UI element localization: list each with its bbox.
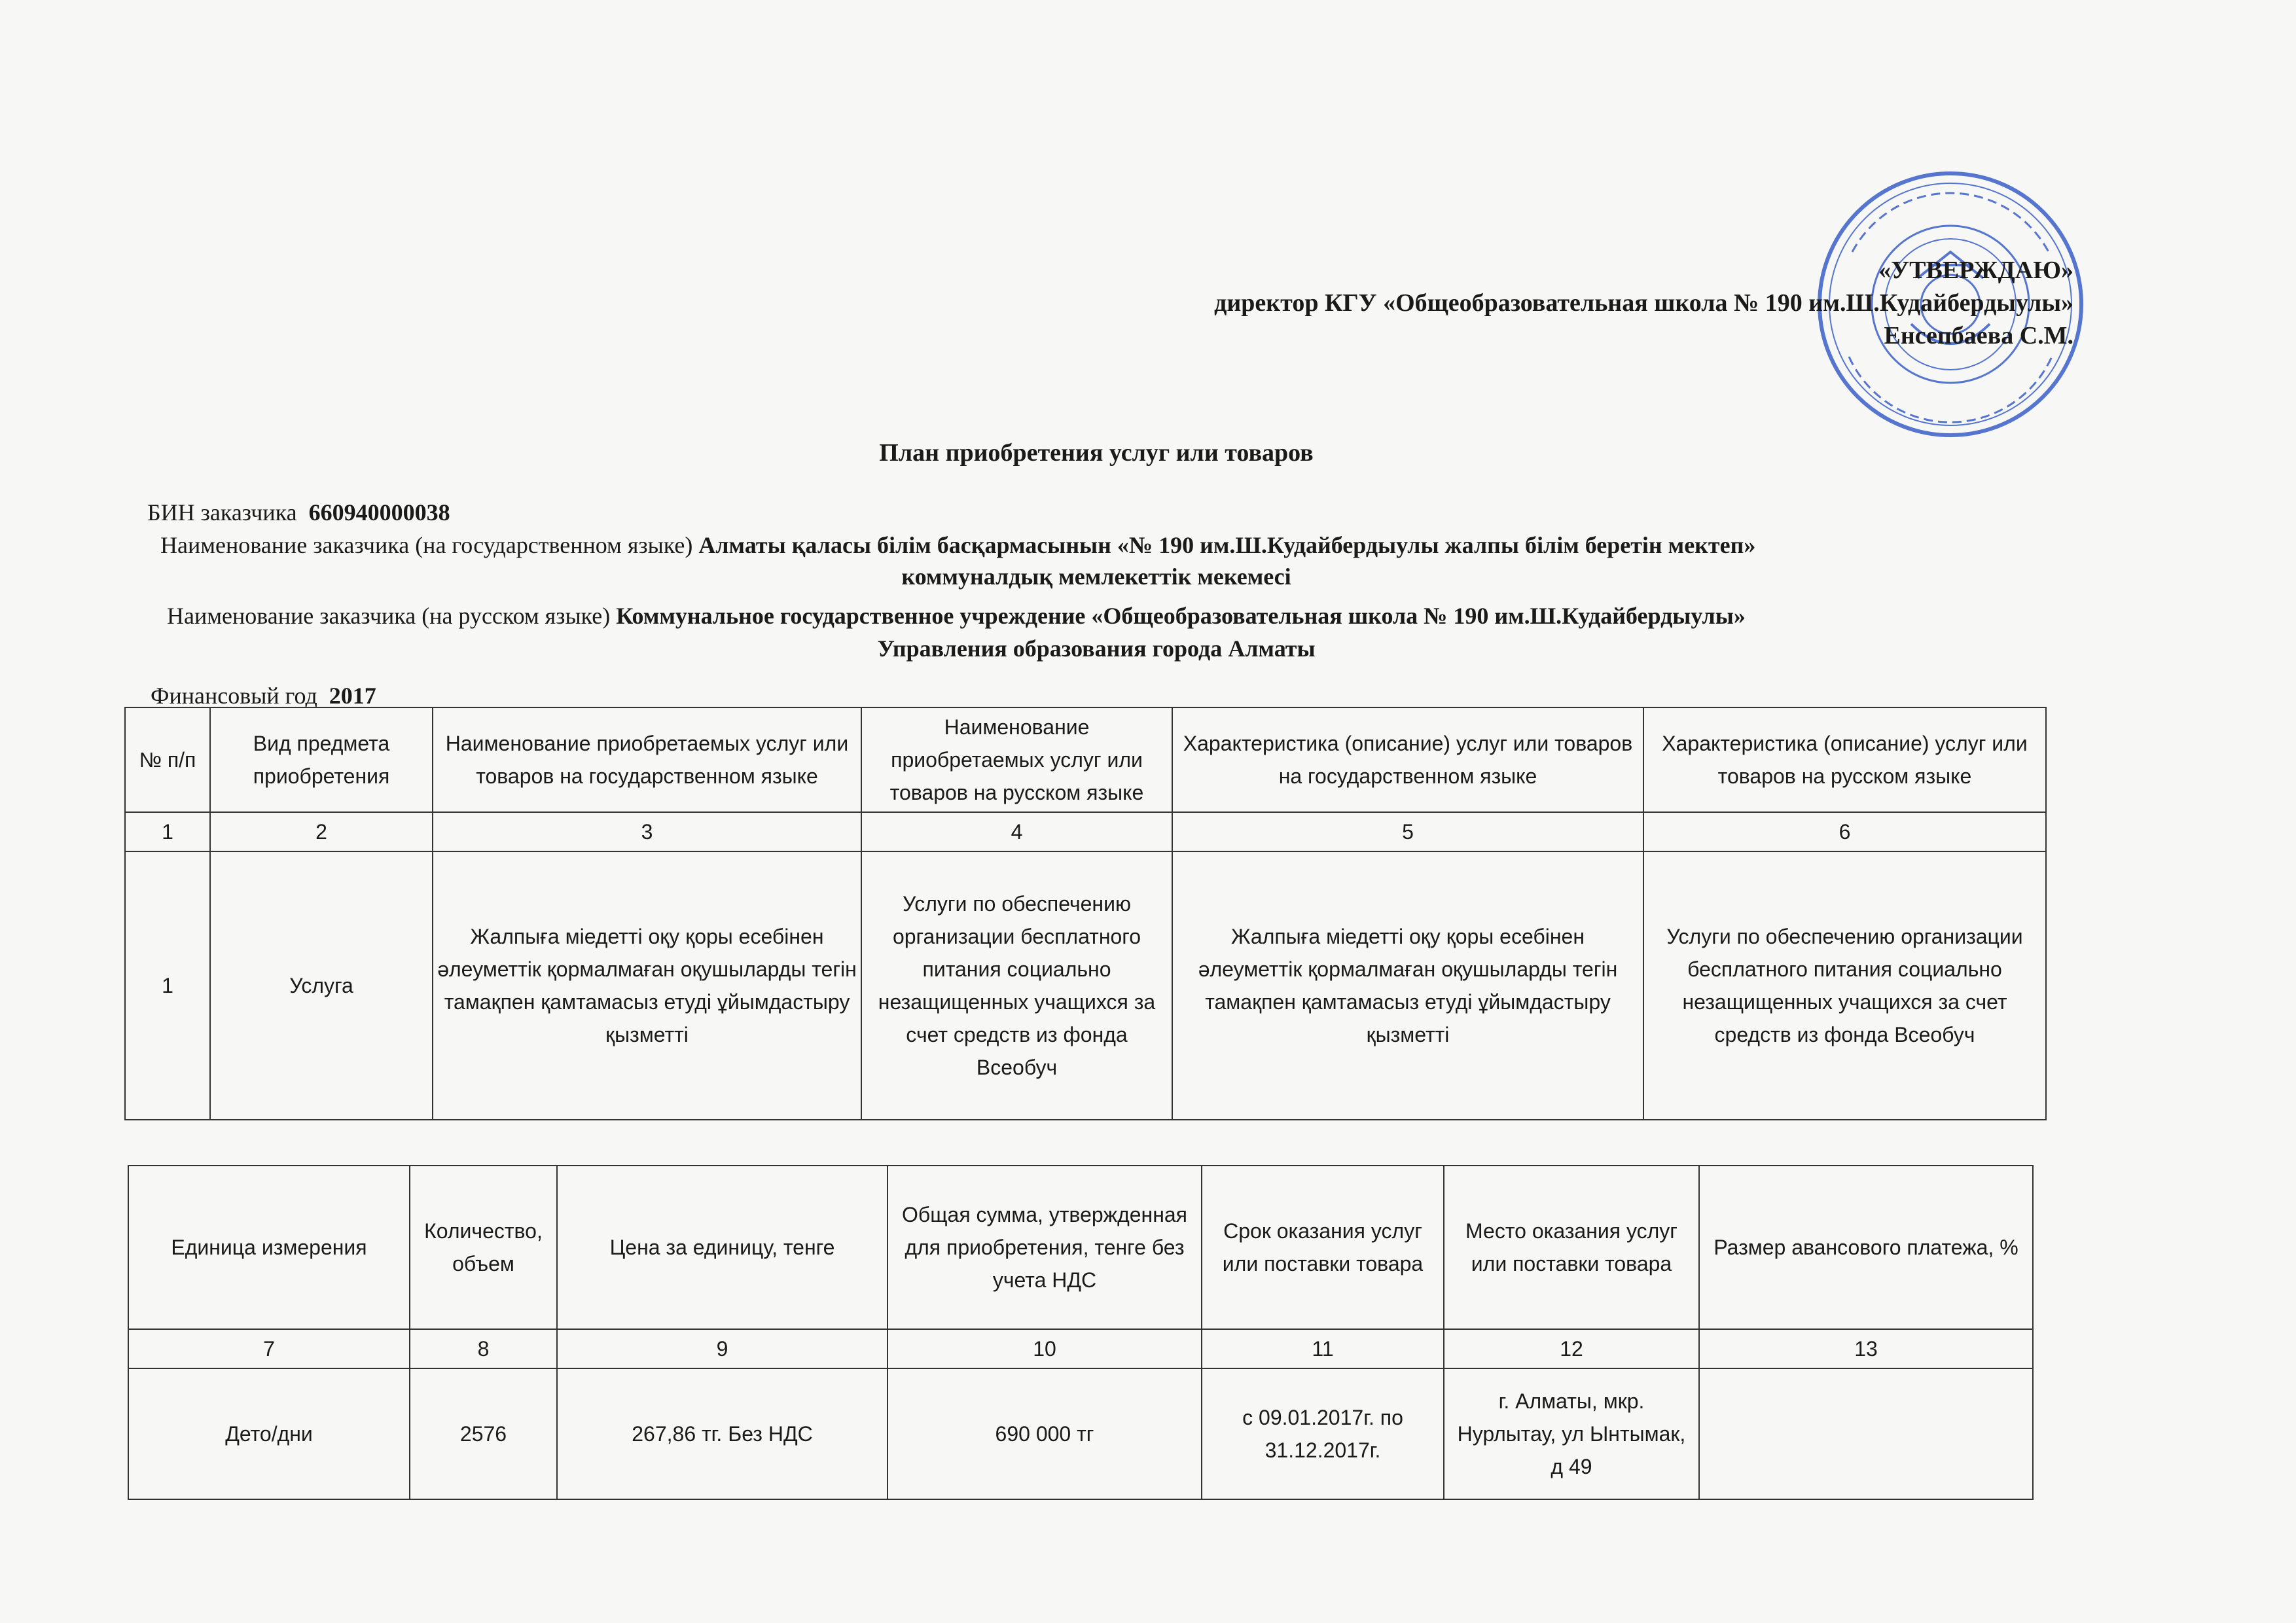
col-header: Общая сумма, утвержденная для приобретения, тенге без учета НДС — [888, 1166, 1202, 1329]
column-number: 3 — [433, 812, 861, 851]
purchase-table-details — [128, 1165, 2034, 1500]
column-number: 5 — [1172, 812, 1643, 851]
col-header: Место оказания услуг или поставки товара — [1444, 1166, 1699, 1329]
table-header-row — [128, 1166, 2033, 1329]
table-cell: 267,86 тг. Без НДС — [557, 1368, 888, 1499]
table-cell: Дето/дни — [128, 1368, 410, 1499]
customer-name-kz-label: Наименование заказчика (на государственном языке) — [160, 532, 693, 558]
table-cell: Услуги по обеспечению организации бесплатного питания социально незащищенных учащихся за счет средств из фонда Всеобуч — [1643, 851, 2046, 1120]
customer-name-kz-value: Алматы қаласы білім басқармасынын «№ 190 им.Ш.Кудайбердыулы жалпы білім беретін мектеп» — [698, 532, 1756, 558]
table-cell: Услуга — [210, 851, 433, 1120]
bin-value: 660940000038 — [308, 499, 450, 526]
column-number: 10 — [888, 1329, 1202, 1368]
table-row — [128, 1368, 2033, 1499]
table-cell: 1 — [125, 851, 210, 1120]
approval-block — [830, 254, 2073, 352]
column-number: 12 — [1444, 1329, 1699, 1368]
customer-name-ru-value: Коммунальное государственное учреждение «Общеобразовательная школа № 190 им.Ш.Кудайбердыулы» — [616, 603, 1746, 629]
bin-label: БИН заказчика — [147, 499, 297, 526]
table-cell — [1699, 1368, 2033, 1499]
col-header: Вид предмета приобретения — [210, 707, 433, 812]
table-cell: Жалпыға міедетті оқу қоры есебінен әлеуметтік қормалмаған оқушыларды тегін тамақпен қамтамасыз етуді ұйымдастыру қызметті — [433, 851, 861, 1120]
table-cell: г. Алматы, мкр. Нурлытау, ул Ынтымак, д 49 — [1444, 1368, 1699, 1499]
customer-name-kz-cont — [0, 562, 2193, 592]
column-number: 4 — [861, 812, 1172, 851]
customer-name-kz-line — [160, 530, 2124, 560]
purchase-table-main — [124, 707, 2047, 1120]
column-number: 9 — [557, 1329, 888, 1368]
column-number: 2 — [210, 812, 433, 851]
col-header: Срок оказания услуг или поставки товара — [1202, 1166, 1444, 1329]
customer-name-ru-line — [167, 601, 2130, 631]
column-number: 13 — [1699, 1329, 2033, 1368]
column-number-row — [128, 1329, 2033, 1368]
col-header: Характеристика (описание) услуг или товаров на государственном языке — [1172, 707, 1643, 812]
customer-name-ru-cont — [0, 633, 2193, 664]
fiscal-year-label: Финансовый год — [151, 683, 317, 709]
table-row — [125, 851, 2046, 1120]
col-header: Размер авансового платежа, % — [1699, 1166, 2033, 1329]
fiscal-year-value: 2017 — [329, 683, 376, 709]
column-number: 7 — [128, 1329, 410, 1368]
col-header: Наименование приобретаемых услуг или товаров на государственном языке — [433, 707, 861, 812]
col-header: № п/п — [125, 707, 210, 812]
col-header: Характеристика (описание) услуг или товаров на русском языке — [1643, 707, 2046, 812]
page-title: План приобретения услуг или товаров — [879, 439, 1314, 467]
customer-name-kz-value-cont: коммуналдық мемлекеттік мекемесі — [901, 563, 1291, 590]
customer-name-ru-label: Наименование заказчика (на русском языке) — [167, 603, 611, 629]
col-header: Наименование приобретаемых услуг или товаров на русском языке — [861, 707, 1172, 812]
column-number: 1 — [125, 812, 210, 851]
customer-name-ru-value-cont: Управления образования города Алматы — [877, 635, 1316, 662]
approval-heading: «УТВЕРЖДАЮ» — [1878, 257, 2073, 284]
col-header: Количество, объем — [410, 1166, 557, 1329]
col-header: Единица измерения — [128, 1166, 410, 1329]
bin-line — [147, 497, 450, 527]
column-number: 11 — [1202, 1329, 1444, 1368]
table-cell: Жалпыға міедетті оқу қоры есебінен әлеуметтік қормалмаған оқушыларды тегін тамақпен қамтамасыз етуді ұйымдастыру қызметті — [1172, 851, 1643, 1120]
col-header: Цена за единицу, тенге — [557, 1166, 888, 1329]
table-header-row — [125, 707, 2046, 812]
column-number: 6 — [1643, 812, 2046, 851]
table-cell: Услуги по обеспечению организации бесплатного питания социально незащищенных учащихся за счет средств из фонда Всеобуч — [861, 851, 1172, 1120]
column-number-row — [125, 812, 2046, 851]
approver-position: директор КГУ «Общеобразовательная школа № 190 им.Ш.Кудайбердыулы» — [1214, 289, 2073, 317]
table-cell: 2576 — [410, 1368, 557, 1499]
approver-name: Енсепбаева С.М. — [1884, 322, 2073, 349]
table-cell: 690 000 тг — [888, 1368, 1202, 1499]
column-number: 8 — [410, 1329, 557, 1368]
table-cell: с 09.01.2017г. по 31.12.2017г. — [1202, 1368, 1444, 1499]
